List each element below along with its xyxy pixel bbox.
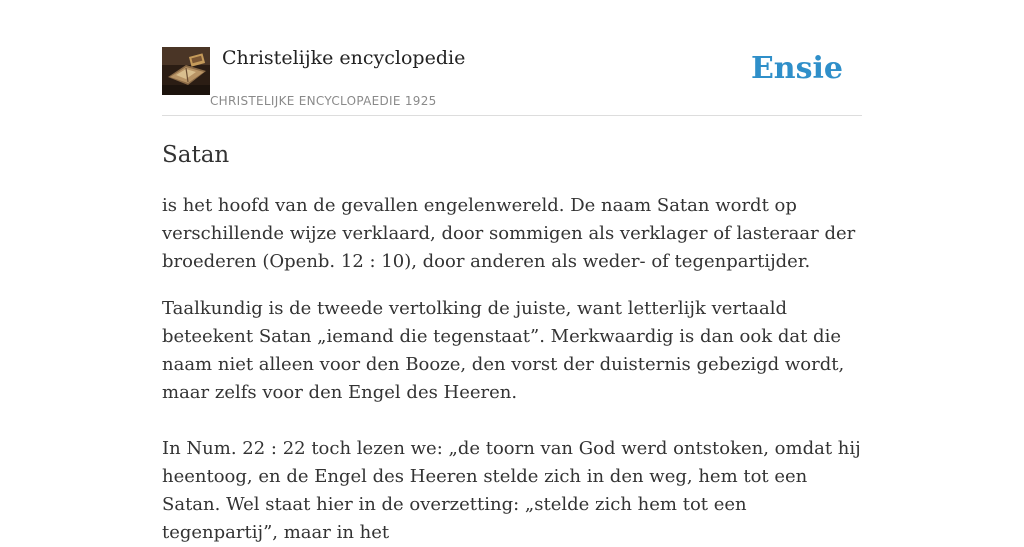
article-paragraph: Taalkundig is de tweede vertolking de juiste, want letterlijk vertaald beteekent Satan „iemand die tegenstaat”. Merkwaardig is dan ook dat die naam niet alleen voor den Booze, den vorst der duisternis gebezigd wordt, maar zelfs voor den Engel des Heeren. (162, 298, 845, 403)
book-avatar-icon[interactable] (162, 47, 210, 95)
article-paragraph: In Num. 22 : 22 toch lezen we: „de toorn van God werd ontstoken, omdat hij heentoog, en de Engel des Heeren stelde zich in den weg, hem tot een Satan. Wel staat hier in de overzetting: „stelde zich hem tot een tegenpartij”, maar in het (162, 438, 861, 543)
article-paragraph: is het hoofd van de gevallen engelenwereld. De naam Satan wordt op verschillende wijze verklaard, door sommigen als verklager of lasteraar der broederen (Openb. 12 : 10), door anderen als weder- of tegenpartijder. (162, 195, 856, 272)
page-container (162, 0, 862, 543)
article-body (162, 192, 862, 547)
article-title: Satan (162, 142, 230, 168)
site-header (162, 0, 862, 116)
brand-logo[interactable]: Ensie (750, 51, 843, 86)
site-title[interactable]: Christelijke encyclopedie (222, 47, 466, 69)
site-subtitle: CHRISTELIJKE ENCYCLOPAEDIE 1925 (210, 94, 437, 108)
